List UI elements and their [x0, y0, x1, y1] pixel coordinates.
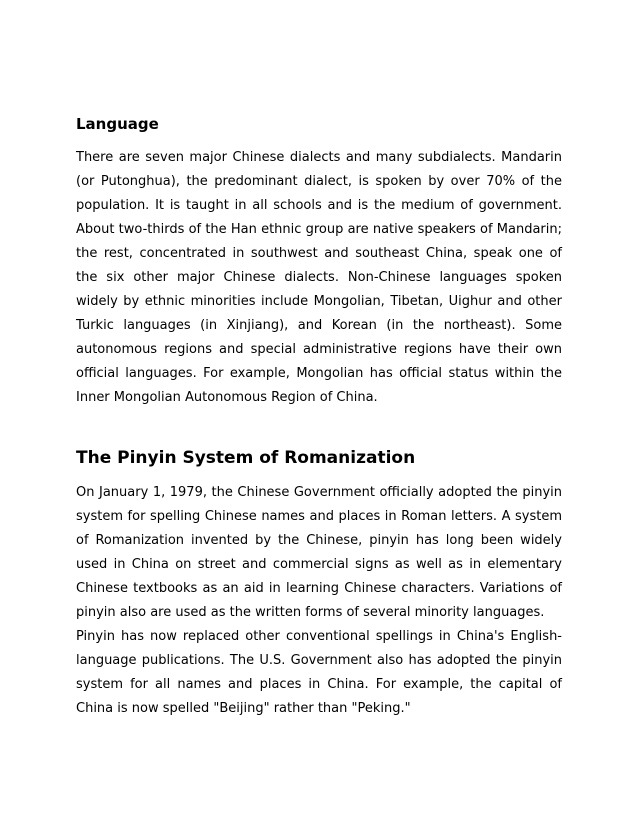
paragraph-language: There are seven major Chinese dialects and many subdialects. Mandarin (or Putonghua), the predominant dialect, is spoken by over 70% of the population. It is taught in all schools and is the medium of government. About two-thirds of the Han ethnic group are native speakers of Mandarin; the rest, concentrated in southwest and southeast China, speak one of the six other major Chinese dialects. Non-Chinese languages spoken widely by ethnic minorities include Mongolian, Tibetan, Uighur and other Turkic languages (in Xinjiang), and Korean (in the northeast). Some autonomous regions and special administrative regions have their own official languages. For example, Mongolian has official status within the Inner Mongolian Autonomous Region of China.	[76, 150, 562, 405]
paragraph-pinyin-adoption: On January 1, 1979, the Chinese Government officially adopted the pinyin system for spelling Chinese names and places in Roman letters. A system of Romanization invented by the Chinese, pinyin has long been widely used in China on street and commercial signs as well as in elementary Chinese textbooks as an aid in learning Chinese characters. Variations of pinyin also are used as the written forms of several minority languages.	[76, 485, 562, 620]
section-heading-language: Language	[76, 115, 159, 133]
paragraph-pinyin-replacement: Pinyin has now replaced other conventional spellings in China's English-language publications. The U.S. Government also has adopted the pinyin system for all names and places in China. For example, the capital of China is now spelled "Beijing" rather than "Peking."	[76, 629, 562, 716]
section-heading-pinyin: The Pinyin System of Romanization	[76, 448, 416, 468]
